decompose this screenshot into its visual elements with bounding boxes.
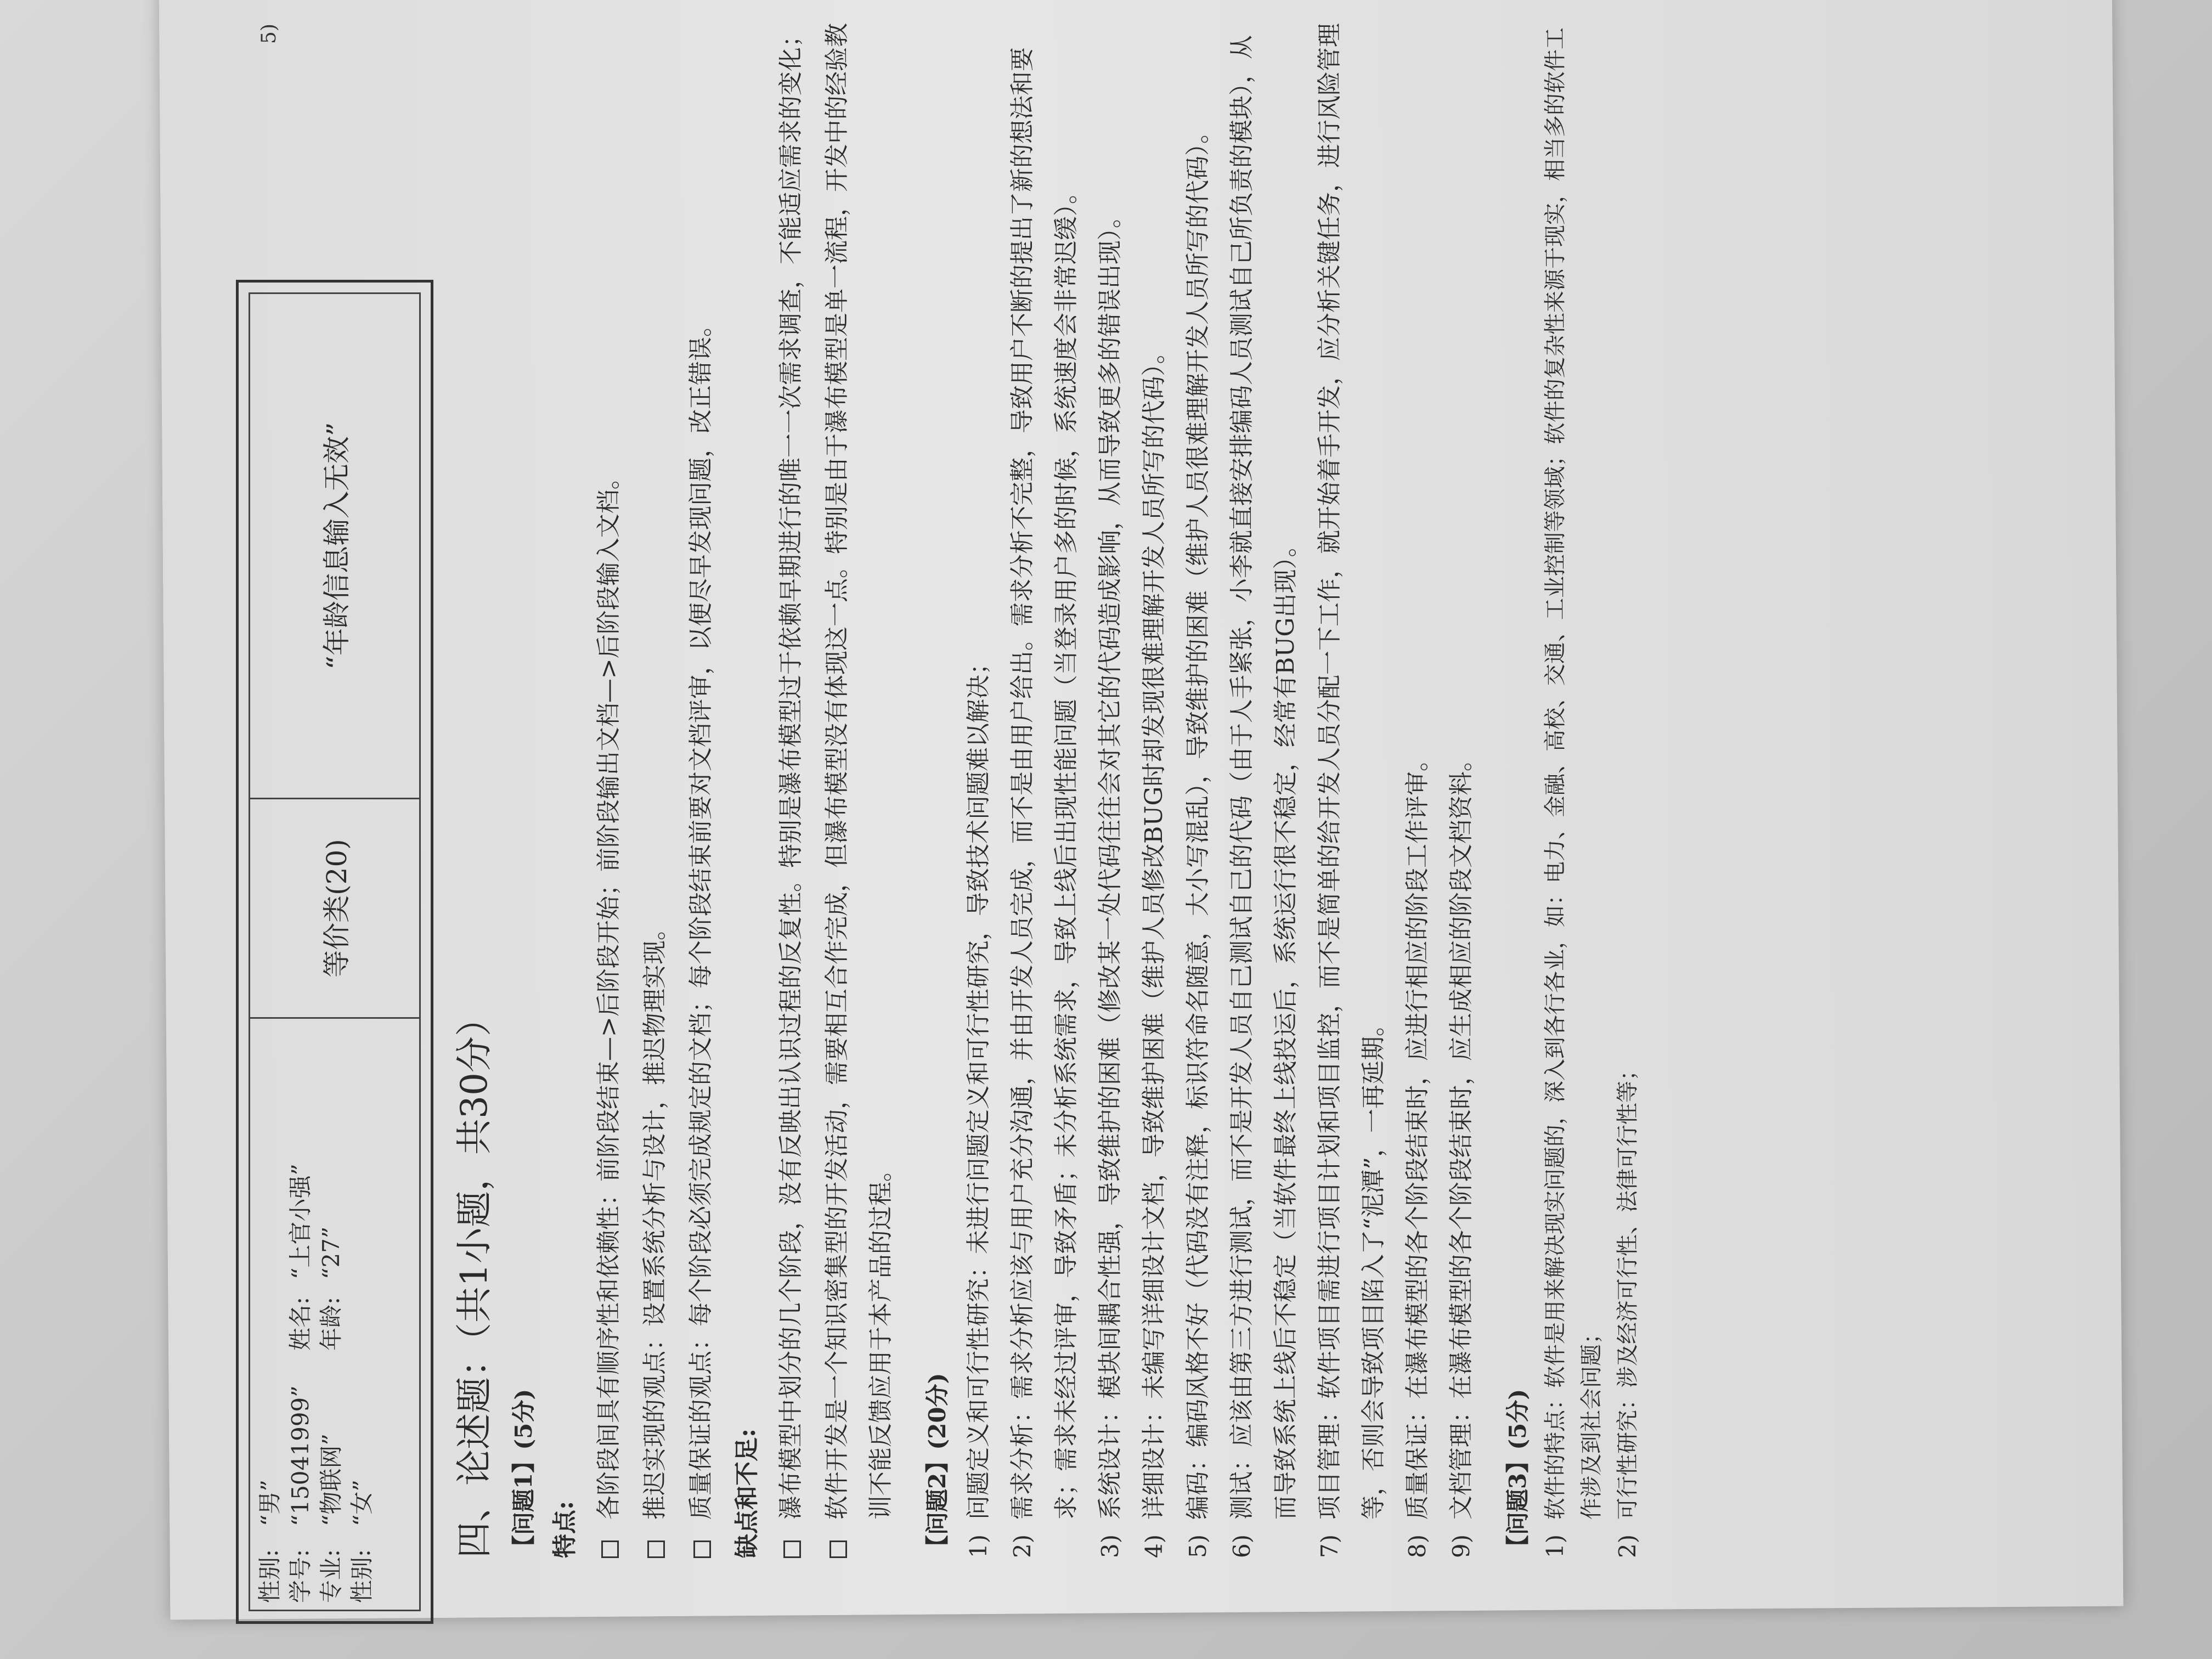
weakness-item <box>815 22 903 1558</box>
item-number: 4) <box>1141 1534 1167 1558</box>
q2-header: 【问题2】(20分) <box>924 1373 951 1558</box>
value: “上官小强” <box>287 1164 314 1279</box>
row-gender-1 <box>255 1025 285 1603</box>
weakness-text: 软件开发是一个知识密集型的开发活动，需要相互合作完成，但瀑布模型没有体现这一点。特别是由于瀑布模型是单一流程，开发中的经验教训不能反馈应用于本产品的过程。 <box>823 23 895 1520</box>
q2-item <box>957 22 1001 1558</box>
item-number: 3) <box>1097 1534 1124 1558</box>
q2-item <box>1088 22 1132 1558</box>
feature-item <box>679 22 725 1558</box>
q3-header: 【问题3】(5分) <box>1504 1389 1531 1558</box>
label: 姓名: <box>287 1296 314 1351</box>
q2-item <box>1001 22 1088 1558</box>
q2-item <box>1396 22 1440 1558</box>
rotated-page <box>236 22 2090 1624</box>
label: 性别: <box>348 1549 375 1603</box>
item-text: 详细设计：未编写详细设计文档，导致维护困难（维护人员修改BUG时却发现很难理解开发人员所写的代码）。 <box>1140 340 1168 1520</box>
row-id-name <box>285 1025 316 1603</box>
label: 学号: <box>287 1549 314 1603</box>
item-text: 软件的特点：软件是用来解决现实问题的，深入到各行各业，如：电力、金融、高校、交通、工业控制等领域；软件的复杂性来源于现实，相当多的软件工作涉及到社会问题； <box>1543 27 1604 1520</box>
checkbox-icon <box>783 1541 801 1558</box>
features-title: 特点: <box>551 1500 579 1558</box>
item-number: 6) <box>1228 1534 1255 1558</box>
item-number: 2) <box>1614 1534 1641 1558</box>
feature-text: 质量保证的观点：每个阶段必须完成规定的文档；每个阶段结束前要对文档评审，以便尽早发现问题，改正错误。 <box>687 313 715 1520</box>
feature-text: 各阶段间具有顺序性和依赖性：前阶段结束—>后阶段开始；前阶段输出文档—>后阶段输入文档。 <box>595 465 623 1520</box>
item-text: 可行性研究：涉及经济可行性、法律可行性等； <box>1615 1059 1640 1520</box>
item-number: 1) <box>1542 1534 1568 1558</box>
item-text: 文档管理：在瀑布模型的各个阶段结束时，应生成相应的阶段文档资料。 <box>1447 747 1475 1520</box>
item-number: 5) <box>1184 1534 1211 1558</box>
feature-item <box>633 22 679 1558</box>
test-case-table-inner <box>249 292 421 1611</box>
item-number: 1) <box>965 1534 992 1558</box>
input-cell <box>250 1017 419 1610</box>
checkbox-icon <box>647 1541 665 1558</box>
checkbox-icon <box>693 1541 711 1558</box>
item-text: 问题定义和可行性研究：未进行问题定义和可行性研究，导致技术问题难以解决； <box>964 651 992 1520</box>
section-title: 四、论述题：（共1小题，共30分） <box>453 1000 495 1558</box>
weakness-item <box>769 22 815 1558</box>
item-text: 项目管理：软件项目需进行项目计划和项目监控，而不是简单的给开发人员分配一下工作，就开始着手开发，应分析关键任务，进行风险管理等，否则会导致项目陷入了“泥潭”，一再延期。 <box>1316 23 1387 1520</box>
value: “27” <box>318 1226 345 1279</box>
q2-item <box>1440 22 1483 1558</box>
item-text: 需求分析：需求分析应该与用户充分沟通，并由开发人员完成，而不是由用户给出。需求分析不完整，导致用户不断的提出了新的想法和要求；需求未经过评审，导致矛盾；未分析系统需求，导致上线后出现性能问题（当登录用户多的时候，系统速度会非常迟缓）。 <box>1008 47 1080 1520</box>
feature-text: 推迟实现的观点：设置系统分析与设计，推迟物理实现。 <box>641 916 669 1520</box>
q1-header: 【问题1】(5分) <box>510 1389 537 1558</box>
item-number: 9) <box>1448 1534 1475 1558</box>
checkbox-icon <box>830 1541 847 1558</box>
item-text: 质量保证：在瀑布模型的各个阶段结束时，应进行相应的阶段工作评审。 <box>1403 747 1431 1520</box>
value: “女” <box>348 1480 375 1526</box>
item-text: 测试：应该由第三方进行测试，而不是开发人员自己测试自己的代码（由于人手紧张，小李就直接安排编码人员测试自己所负责的模块），从而导致系统上线后不稳定（当软件最终上线投运后，系统运行很不稳定，经常有BUG出现）。 <box>1228 35 1300 1520</box>
class-cell <box>250 798 419 1017</box>
label: 年龄: <box>318 1296 345 1351</box>
weaknesses-title: 缺点和不足: <box>733 1428 761 1558</box>
result-cell <box>250 294 419 798</box>
value: “15041999” <box>287 1385 314 1526</box>
margin-note-5: 5) <box>258 24 280 44</box>
q2-item <box>1220 22 1308 1558</box>
label: 专业: <box>318 1549 345 1603</box>
item-number: 2) <box>1009 1534 1036 1558</box>
item-number: 8) <box>1404 1534 1431 1558</box>
item-text: 系统设计：模块间耦合性强，导致维护的困难（修改某一处代码往往会对其它的代码造成影响，从而导致更多的错误出现）。 <box>1096 204 1124 1520</box>
value: “物联网” <box>318 1434 345 1526</box>
weakness-text: 瀑布模型中划分的几个阶段，没有反映出认识过程的反复性。特别是瀑布模型过于依赖早期进行的唯一一次需求调查，不能适应需求的变化； <box>777 23 805 1520</box>
q2-item <box>1308 22 1396 1558</box>
item-number: 7) <box>1316 1534 1343 1558</box>
q3-item <box>1537 22 1610 1558</box>
row-gender-2 <box>347 1025 377 1603</box>
label: 性别: <box>256 1549 283 1603</box>
answer-body <box>450 22 1646 1558</box>
feature-item <box>587 22 633 1558</box>
value: “男” <box>256 1480 283 1526</box>
class-cell-text: 等价类(20) <box>321 839 353 978</box>
test-case-table <box>236 280 433 1624</box>
q2-item <box>1176 22 1220 1558</box>
q2-item <box>1132 22 1176 1558</box>
item-text: 编码：编码风格不好（代码没有注释，标识符命名随意，大小写混乱），导致维护的困难（维护人员很难理解开发人员所写的代码）。 <box>1184 120 1212 1520</box>
result-cell-text: “年龄信息输入无效” <box>321 422 353 670</box>
q3-item <box>1610 22 1646 1558</box>
checkbox-icon <box>601 1541 619 1558</box>
row-major-age <box>316 1025 347 1603</box>
